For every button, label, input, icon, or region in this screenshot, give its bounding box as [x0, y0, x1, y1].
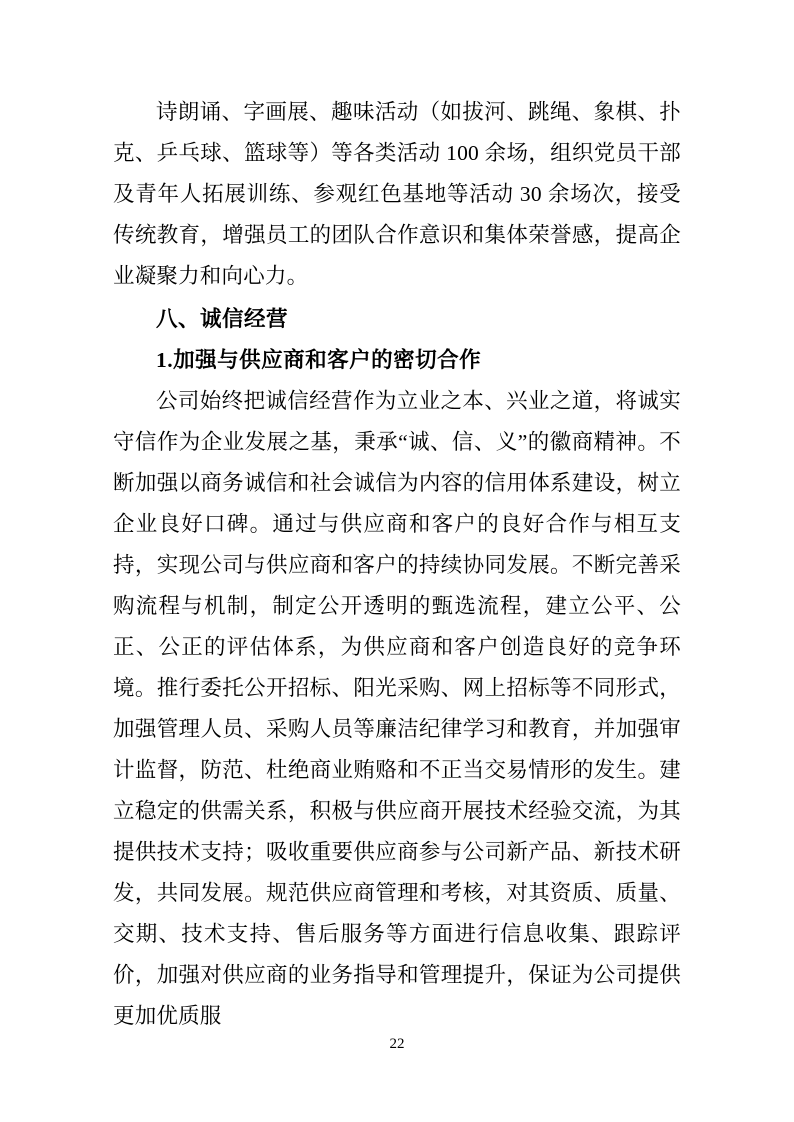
page-content	[113, 92, 681, 1037]
heading-section-eight: 八、诚信经营	[156, 307, 289, 331]
page-number: 22	[389, 1036, 405, 1052]
paragraph-integrity-management: 公司始终把诚信经营作为立业之本、兴业之道，将诚实守信作为企业发展之基，秉承“诚、信、义”的徽商精神。不断加强以商务诚信和社会诚信为内容的信用体系建设，树立企业良好口碑。通过与供应商和客户的良好合作与相互支持，实现公司与供应商和客户的持续协同发展。不断完善采购流程与机制，制定公开透明的甄选流程，建立公平、公正、公正的评估体系，为供应商和客户创造良好的竞争环境。推行委托公开招标、阳光采购、网上招标等不同形式，加强管理人员、采购人员等廉洁纪律学习和教育，并加强审计监督，防范、杜绝商业贿赂和不正当交易情形的发生。建立稳定的供需关系，积极与供应商开展技术经验交流，为其提供技术支持；吸收重要供应商参与公司新产品、新技术研发，共同发展。规范供应商管理和考核，对其资质、质量、交期、技术支持、售后服务等方面进行信息收集、跟踪评价，加强对供应商的业务指导和管理提升，保证为公司提供更加优质服	[113, 389, 681, 1028]
heading-sub-one: 1.加强与供应商和客户的密切合作	[156, 348, 482, 372]
paragraph-cultural-activities: 诗朗诵、字画展、趣味活动（如拔河、跳绳、象棋、扑克、乒乓球、篮球等）等各类活动 100 余场，组织党员干部及青年人拓展训练、参观红色基地等活动 30 余场次，接受传统教育，增强员工的团队合作意识和集体荣誉感，提高企业凝聚力和向心力。	[113, 100, 681, 288]
